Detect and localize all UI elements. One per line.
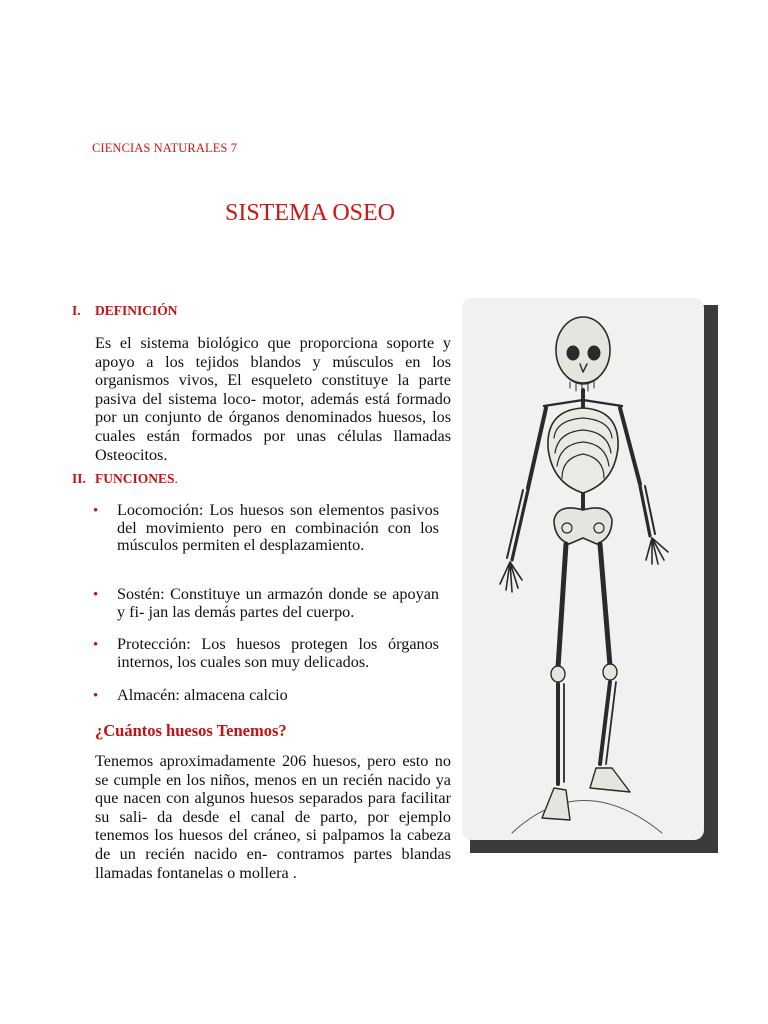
course-header: CIENCIAS NATURALES 7	[92, 141, 238, 155]
skeleton-icon	[462, 298, 704, 840]
bullet-icon: •	[93, 637, 99, 653]
list-item-text: Sostén: Constituye un armazón donde se apoyan y fi- jan las demás partes del cuerpo.	[117, 585, 439, 621]
section-number: II.	[72, 471, 86, 486]
cuantos-heading: ¿Cuántos huesos Tenemos?	[95, 721, 287, 740]
page-title: SISTEMA OSEO	[224, 200, 396, 226]
list-item-text: Locomoción: Los huesos son elementos pasivos del movimiento pero en combinación con los músculos permiten el desplazamiento.	[117, 501, 439, 555]
list-item	[93, 687, 439, 705]
section-number: I.	[72, 303, 81, 318]
bullet-icon: •	[93, 688, 99, 704]
list-item-text: Protección: Los huesos protegen los órganos internos, los cuales son muy delicados.	[117, 635, 439, 671]
section-title-suffix: .	[174, 471, 178, 486]
section-title: DEFINICIÓN	[95, 303, 178, 318]
skeleton-figure	[462, 298, 704, 840]
bullet-icon: •	[93, 503, 99, 519]
section-title: FUNCIONES	[95, 471, 175, 486]
list-item	[93, 636, 439, 671]
cuantos-paragraph: Tenemos aproximadamente 206 huesos, pero esto no se cumple en los niños, menos en un recién nacido ya que nacen con algunos huesos separados para facilitar su sali- da desde el canal de parto, por ejemplo tenemos los huesos del cráneo, si palpamos la cabeza de un recién nacido en- contramos partes blandas llamadas fontanelas o mollera .	[95, 752, 451, 882]
list-item	[93, 502, 439, 555]
list-item	[93, 586, 439, 621]
list-item-text: Almacén: almacena calcio	[117, 686, 288, 704]
bullet-icon: •	[93, 587, 99, 603]
definicion-paragraph: Es el sistema biológico que proporciona soporte y apoyo a los tejidos blandos y músculos en los organismos vivos, El esqueleto constituye la parte pasiva del sistema loco- motor, además está formado por un conjunto de órganos denominados huesos, los cuales están formados por unas células llamadas Osteocitos.	[95, 334, 451, 464]
